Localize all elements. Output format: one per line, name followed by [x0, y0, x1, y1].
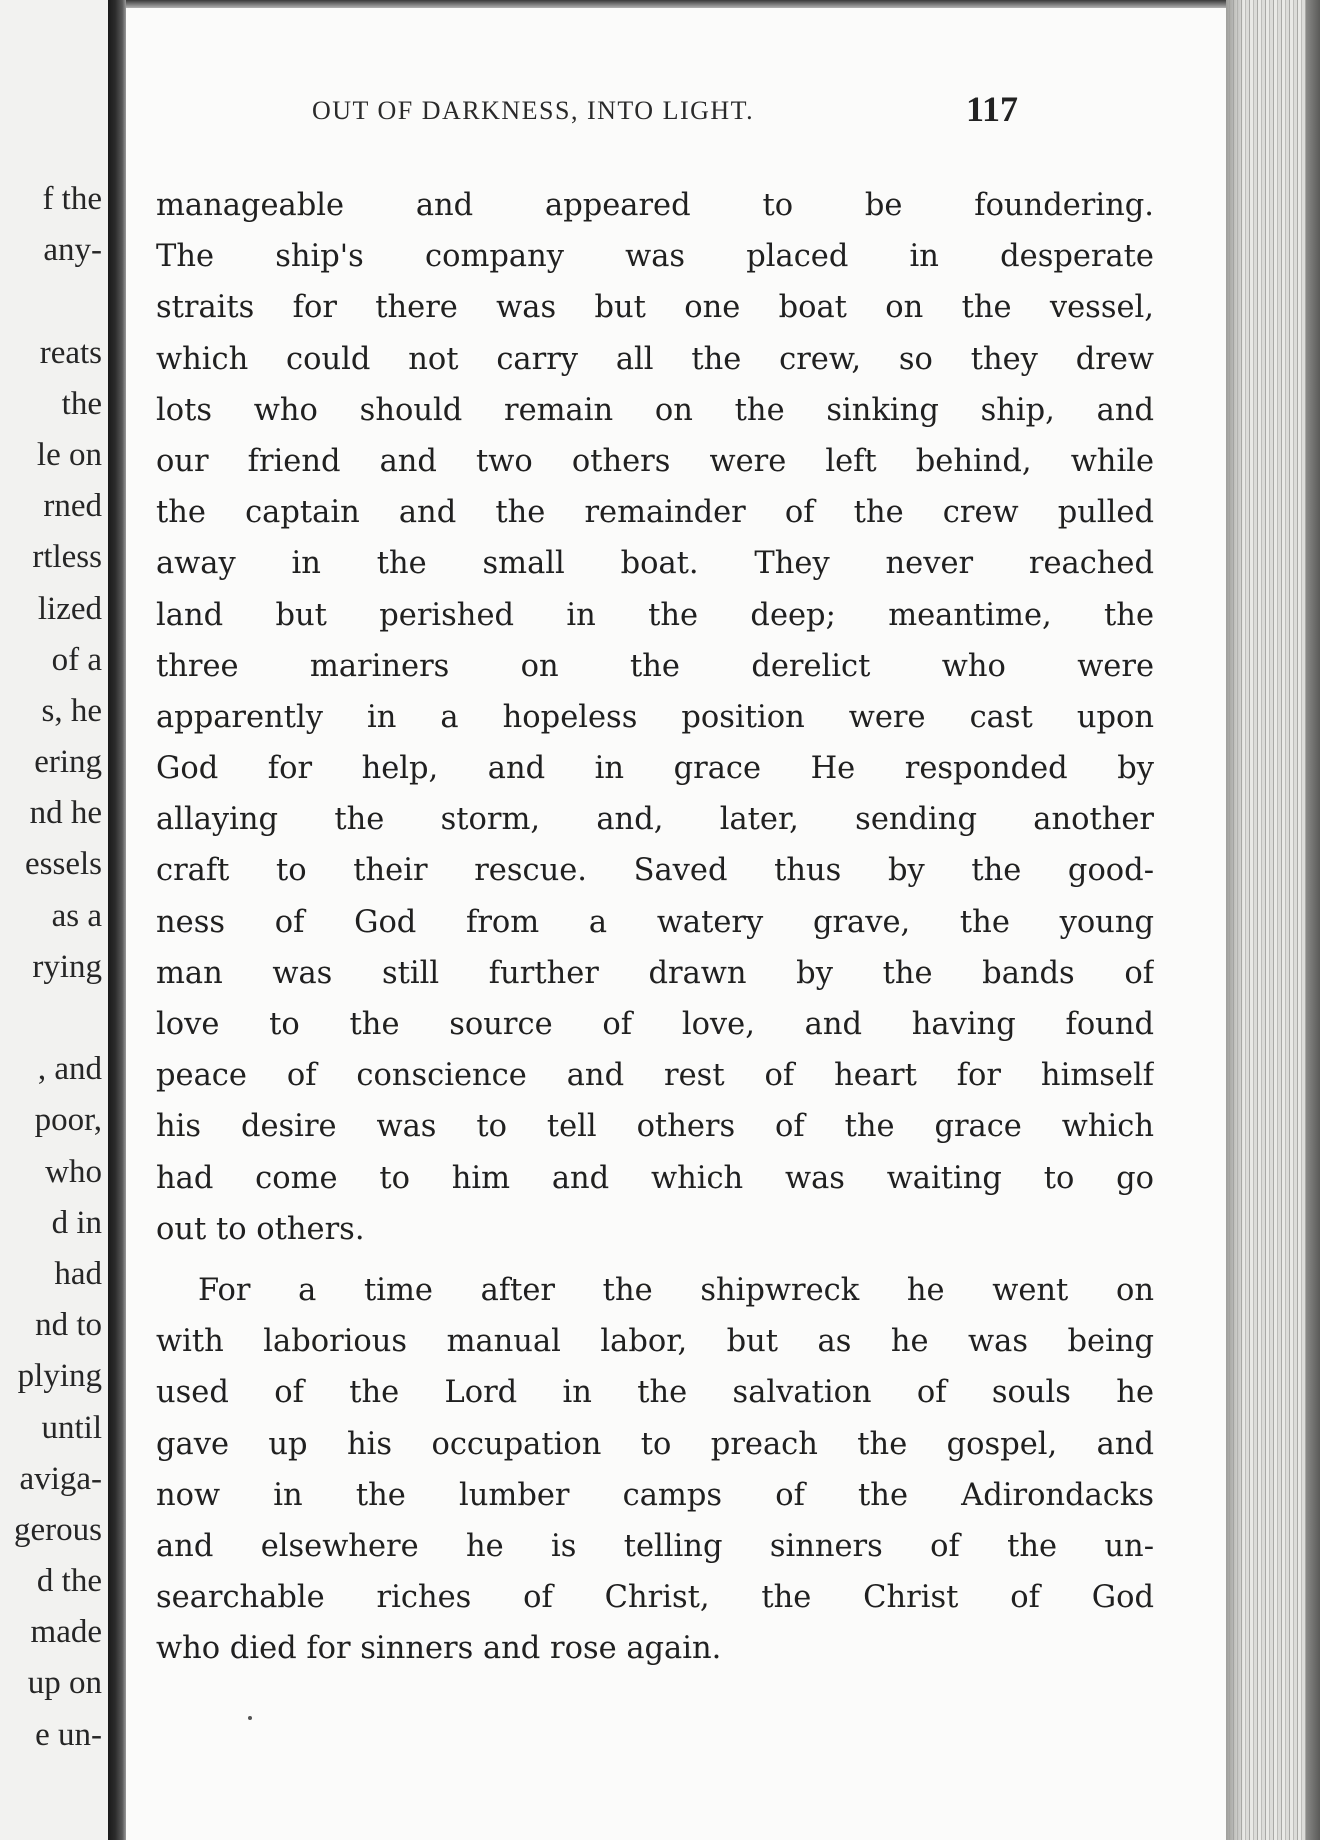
left-page-fragment: the: [61, 385, 102, 422]
text-line: now in the lumber camps of the Adirondacks: [156, 1477, 1154, 1513]
left-facing-page: [0, 0, 108, 1840]
left-page-text-fragments: [14, 174, 102, 1761]
text-line: gave up his occupation to preach the gospel, and: [156, 1426, 1154, 1462]
left-page-fragment: made: [30, 1614, 102, 1651]
text-line: which could not carry all the crew, so they drew: [156, 341, 1154, 377]
page-header: [126, 89, 1226, 140]
text-line: the captain and the remainder of the crew pulled: [156, 495, 1154, 531]
left-page-fragment: plying: [17, 1358, 102, 1395]
left-page-fragment: had: [54, 1255, 102, 1292]
text-line: apparently in a hopeless position were cast upon: [156, 699, 1154, 735]
text-line: his desire was to tell others of the grace which: [156, 1109, 1154, 1145]
left-page-fragment: up on: [27, 1665, 102, 1702]
running-head: OUT OF DARKNESS, INTO LIGHT.: [312, 96, 755, 125]
left-page-fragment: d in: [51, 1204, 102, 1241]
left-page-fragment: , and: [37, 1051, 102, 1088]
left-page-fragment: any-: [43, 232, 102, 269]
text-line: allaying the storm, and, later, sending another: [156, 802, 1154, 838]
left-page-fragment: [14, 993, 102, 1044]
left-page-fragment: aviga-: [19, 1460, 102, 1497]
text-line: peace of conscience and rest of heart for himself: [156, 1058, 1154, 1094]
text-line: land but perished in the deep; meantime, the: [156, 597, 1154, 633]
text-line: The ship's company was placed in desperate: [156, 239, 1154, 275]
text-line: love to the source of love, and having found: [156, 1007, 1154, 1042]
left-page-fragment: gerous: [14, 1511, 102, 1548]
page-edge-shadow: [1226, 0, 1244, 1840]
text-line: straits for there was but one boat on the vessel,: [156, 290, 1154, 326]
text-line: man was still further drawn by the bands of: [156, 955, 1154, 991]
left-page-fragment: until: [41, 1409, 102, 1446]
left-page-fragment: f the: [42, 181, 102, 217]
left-page-fragment: [14, 276, 102, 327]
book-gutter: [108, 0, 126, 1840]
text-line: searchable riches of Christ, the Christ of God: [156, 1580, 1154, 1616]
book-cover-edge: [1306, 0, 1320, 1840]
text-line: out to others.: [156, 1211, 365, 1247]
left-page-fragment: nd he: [29, 795, 102, 832]
text-line: away in the small boat. They never reached: [156, 546, 1154, 582]
text-line: had come to him and which was waiting to go: [156, 1160, 1154, 1196]
left-page-fragment: rtless: [32, 539, 102, 576]
left-page-fragment: reats: [39, 334, 102, 371]
left-page-fragment: nd to: [35, 1307, 102, 1344]
left-page-fragment: poor,: [34, 1102, 102, 1139]
left-page-fragment: as a: [51, 897, 102, 934]
left-page-fragment: e un-: [35, 1716, 102, 1753]
left-page-fragment: essels: [25, 846, 102, 883]
paragraph-2: [156, 1265, 1154, 1675]
text-line: craft to their rescue. Saved thus by the good-: [156, 853, 1154, 889]
left-page-fragment: lized: [37, 590, 102, 627]
text-line: who died for sinners and rose again.: [156, 1631, 722, 1667]
book-page: [126, 8, 1226, 1840]
text-line: God for help, and in grace He responded by: [156, 751, 1154, 787]
page-number: 117: [966, 89, 1019, 129]
ink-speck: [248, 1716, 252, 1720]
text-line: lots who should remain on the sinking ship, and: [156, 392, 1154, 428]
text-line: with laborious manual labor, but as he was being: [156, 1324, 1154, 1360]
left-page-fragment: rned: [43, 488, 102, 525]
left-page-fragment: of a: [51, 641, 102, 678]
text-line: three mariners on the derelict who were: [156, 648, 1154, 684]
text-line: and elsewhere he is telling sinners of the un-: [156, 1528, 1154, 1564]
body-text: [156, 180, 1154, 1674]
left-page-fragment: who: [45, 1153, 102, 1190]
text-line: manageable and appeared to be foundering.: [156, 188, 1154, 223]
left-page-fragment: d the: [36, 1563, 102, 1600]
page-edges: [1226, 0, 1320, 1840]
text-line: ness of God from a watery grave, the young: [156, 904, 1154, 940]
paragraph-1: [156, 180, 1154, 1255]
left-page-fragment: rying: [32, 948, 102, 985]
left-page-fragment: ering: [34, 744, 102, 781]
paragraph-gap: [156, 1255, 1154, 1265]
left-page-fragment: le on: [36, 436, 102, 473]
text-line: used of the Lord in the salvation of souls he: [156, 1375, 1154, 1411]
left-page-fragment: s, he: [41, 692, 102, 729]
text-line: our friend and two others were left behind, while: [156, 443, 1154, 479]
text-line: For a time after the shipwreck he went on: [198, 1272, 1154, 1308]
